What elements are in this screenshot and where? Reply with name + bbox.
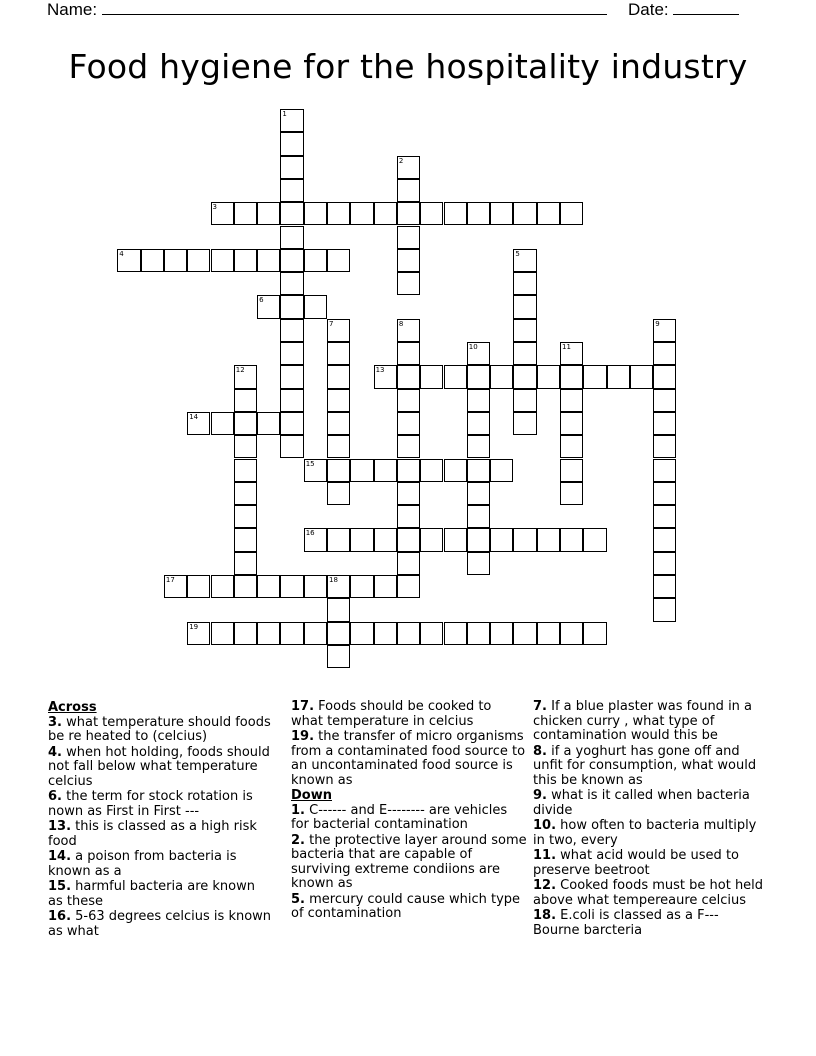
clue-number: 4 [119, 249, 124, 258]
clue-item-text: this is classed as a high risk food [48, 819, 257, 849]
grid-cell[interactable] [327, 342, 350, 365]
grid-cell[interactable] [560, 342, 583, 365]
grid-cell[interactable] [187, 575, 210, 598]
grid-cell[interactable] [397, 389, 420, 412]
grid-cell[interactable] [397, 179, 420, 202]
grid-cell[interactable] [583, 528, 606, 551]
clue-item-number: 17. [291, 699, 315, 714]
grid-cell[interactable] [280, 389, 303, 412]
grid-cell[interactable] [560, 528, 583, 551]
clue-item-text: how often to bacteria multiply in two, every [533, 818, 757, 848]
clue-number: 15 [305, 459, 315, 468]
clue-number: 1 [282, 110, 287, 118]
grid-cell[interactable] [257, 575, 280, 598]
grid-cell[interactable] [234, 505, 257, 528]
grid-cell[interactable] [397, 459, 420, 482]
grid-cell[interactable] [630, 365, 653, 388]
name-field[interactable] [47, 0, 607, 20]
grid-cell[interactable] [397, 342, 420, 365]
grid-cell[interactable] [513, 365, 536, 388]
clue-item [48, 850, 273, 879]
grid-cell[interactable] [560, 435, 583, 458]
grid-cell[interactable] [513, 528, 536, 551]
grid-cell[interactable] [211, 249, 234, 272]
grid-cell[interactable] [304, 622, 327, 645]
clue-item [291, 804, 527, 833]
clue-item [48, 716, 273, 745]
grid-cell[interactable] [304, 249, 327, 272]
grid-cell[interactable] [653, 365, 676, 388]
grid-cell[interactable] [653, 598, 676, 621]
grid-cell[interactable] [444, 622, 467, 645]
grid-cell[interactable] [234, 435, 257, 458]
clue-item [533, 819, 765, 848]
grid-cell[interactable] [304, 528, 327, 551]
grid-cell[interactable] [397, 319, 420, 342]
grid-cell[interactable] [327, 482, 350, 505]
clue-item-number: 5. [291, 891, 305, 907]
clue-item-number: 19. [291, 729, 315, 744]
grid-cell[interactable] [280, 202, 303, 225]
grid-cell[interactable] [397, 412, 420, 435]
grid-cell[interactable] [397, 202, 420, 225]
grid-cell[interactable] [257, 412, 280, 435]
grid-cell[interactable] [280, 249, 303, 272]
grid-cell[interactable] [653, 528, 676, 551]
grid-cell[interactable] [141, 249, 164, 272]
grid-cell[interactable] [374, 202, 397, 225]
clue-item [533, 849, 765, 878]
clue-item-number: 16. [48, 909, 72, 924]
grid-cell[interactable] [490, 365, 513, 388]
grid-cell[interactable] [211, 575, 234, 598]
grid-cell[interactable] [234, 202, 257, 225]
grid-cell[interactable] [280, 226, 303, 249]
grid-cell[interactable] [257, 202, 280, 225]
grid-cell[interactable] [234, 412, 257, 435]
clue-item-number: 15. [48, 879, 72, 894]
clue-item-text: mercury could cause which type of contamination [291, 891, 521, 921]
grid-cell[interactable] [513, 249, 536, 272]
clue-item [533, 909, 765, 938]
clue-item-number: 2. [291, 832, 305, 848]
grid-cell[interactable] [280, 272, 303, 295]
grid-cell[interactable] [234, 365, 257, 388]
clue-number: 8 [398, 319, 404, 328]
grid-cell[interactable] [211, 412, 234, 435]
clue-item-text: If a blue plaster was found in a chicken curry , what type of contamination would this be [533, 699, 753, 743]
clue-item [291, 893, 527, 922]
grid-cell[interactable] [327, 412, 350, 435]
grid-cell[interactable] [257, 295, 280, 318]
grid-cell[interactable] [653, 342, 676, 365]
grid-cell[interactable] [304, 202, 327, 225]
grid-cell[interactable] [234, 622, 257, 645]
clue-item [533, 879, 765, 908]
clue-item-text: when hot holding, foods should not fall below what temperature celcius [48, 744, 270, 789]
grid-cell[interactable] [327, 622, 350, 645]
clue-item-text: C------ and E-------- are vehicles for bacterial contamination [291, 802, 508, 832]
clue-item-number: 12. [533, 878, 557, 893]
across-clue-list-cont [291, 700, 527, 788]
grid-cell[interactable] [327, 319, 350, 342]
date-line [673, 0, 739, 15]
clue-item-number: 7. [533, 699, 547, 714]
clue-item [533, 745, 765, 789]
grid-cell[interactable] [280, 365, 303, 388]
grid-cell[interactable] [420, 202, 443, 225]
grid-cell[interactable] [234, 459, 257, 482]
grid-cell[interactable] [374, 365, 397, 388]
grid-cell[interactable] [374, 622, 397, 645]
clue-number: 3 [212, 203, 217, 212]
grid-cell[interactable] [560, 412, 583, 435]
down-heading: Down [291, 788, 332, 803]
clue-number: 5 [515, 249, 520, 258]
clue-item-text: a poison from bacteria is known as a [48, 849, 237, 879]
date-label: Date: [628, 0, 669, 19]
grid-cell[interactable] [560, 622, 583, 645]
clues-column-2 [291, 700, 527, 923]
grid-cell[interactable] [467, 202, 490, 225]
grid-cell[interactable] [257, 622, 280, 645]
grid-cell[interactable] [164, 575, 187, 598]
grid-cell[interactable] [327, 435, 350, 458]
clue-item [48, 910, 273, 939]
grid-cell[interactable] [513, 622, 536, 645]
clue-number: 18 [329, 576, 338, 584]
grid-cell[interactable] [234, 528, 257, 551]
clue-item [291, 730, 527, 788]
grid-cell[interactable] [304, 575, 327, 598]
grid-cell[interactable] [467, 389, 490, 412]
clue-item-text: E.coli is classed as a F--- Bourne barcteria [533, 908, 719, 938]
grid-cell[interactable] [467, 622, 490, 645]
grid-cell[interactable] [327, 645, 350, 668]
clue-number: 6 [259, 296, 264, 305]
grid-cell[interactable] [397, 528, 420, 551]
grid-cell[interactable] [374, 575, 397, 598]
clue-item-text: the transfer of micro organisms from a contaminated food source to an uncontaminated food source is known as [291, 729, 526, 788]
grid-cell[interactable] [397, 435, 420, 458]
grid-cell[interactable] [560, 389, 583, 412]
down-clue-list [291, 804, 527, 922]
clue-number: 16 [305, 529, 315, 538]
clue-item-text: the term for stock rotation is nown as First in First --- [48, 789, 253, 819]
grid-cell[interactable] [513, 319, 536, 342]
grid-cell[interactable] [280, 109, 303, 132]
grid-cell[interactable] [350, 575, 373, 598]
clue-item-text: 5-63 degrees celcius is known as what [48, 909, 272, 939]
grid-cell[interactable] [583, 365, 606, 388]
grid-cell[interactable] [467, 505, 490, 528]
grid-cell[interactable] [280, 622, 303, 645]
grid-cell[interactable] [327, 459, 350, 482]
clue-item-number: 10. [533, 818, 557, 833]
clue-item-number: 6. [48, 789, 62, 804]
page-title: Food hygiene for the hospitality industry [68, 47, 748, 86]
grid-cell[interactable] [234, 552, 257, 575]
grid-cell[interactable] [280, 575, 303, 598]
grid-cell[interactable] [537, 622, 560, 645]
grid-cell[interactable] [653, 319, 676, 342]
grid-cell[interactable] [467, 459, 490, 482]
grid-cell[interactable] [513, 272, 536, 295]
across-clue-list [48, 716, 273, 940]
grid-cell[interactable] [211, 622, 234, 645]
name-label: Name: [47, 0, 98, 19]
grid-cell[interactable] [467, 482, 490, 505]
grid-cell[interactable] [187, 249, 210, 272]
grid-cell[interactable] [653, 552, 676, 575]
date-field[interactable] [628, 0, 739, 20]
clue-item-text: what is it called when bacteria divide [533, 788, 750, 818]
grid-cell[interactable] [490, 622, 513, 645]
grid-cell[interactable] [513, 202, 536, 225]
clue-item-number: 9. [533, 788, 547, 803]
clue-item-number: 8. [533, 743, 547, 759]
clue-number: 7 [329, 319, 334, 328]
clue-item [533, 789, 765, 818]
grid-cell[interactable] [304, 459, 327, 482]
grid-cell[interactable] [420, 365, 443, 388]
grid-cell[interactable] [583, 622, 606, 645]
grid-cell[interactable] [537, 202, 560, 225]
clue-number: 10 [468, 343, 478, 351]
grid-cell[interactable] [397, 575, 420, 598]
clue-item-text: if a yoghurt has gone off and unfit for consumption, what would this be known as [533, 743, 757, 788]
grid-cell[interactable] [327, 575, 350, 598]
clue-item-number: 4. [48, 744, 62, 760]
grid-cell[interactable] [280, 156, 303, 179]
clue-item-text: Cooked foods must be hot held above what tempereaure celcius [533, 878, 764, 908]
clue-number: 9 [655, 319, 660, 328]
clue-item-text: harmful bacteria are known as these [48, 879, 255, 909]
grid-cell[interactable] [444, 365, 467, 388]
clue-item-number: 11. [533, 848, 557, 863]
grid-cell[interactable] [653, 575, 676, 598]
grid-cell[interactable] [397, 505, 420, 528]
grid-cell[interactable] [467, 528, 490, 551]
grid-cell[interactable] [537, 528, 560, 551]
clue-item-text: the protective layer around some bacteria that are capable of surviving extreme condiions are known as [291, 832, 527, 891]
clue-item [48, 746, 273, 790]
grid-cell[interactable] [467, 552, 490, 575]
grid-cell[interactable] [257, 249, 280, 272]
grid-cell[interactable] [187, 622, 210, 645]
grid-cell[interactable] [490, 459, 513, 482]
clue-number: 2 [398, 156, 404, 165]
grid-cell[interactable] [280, 179, 303, 202]
grid-cell[interactable] [653, 412, 676, 435]
grid-cell[interactable] [280, 412, 303, 435]
clue-number: 19 [189, 622, 199, 631]
grid-cell[interactable] [560, 365, 583, 388]
grid-cell[interactable] [397, 622, 420, 645]
clue-number: 11 [562, 343, 571, 351]
grid-cell[interactable] [164, 249, 187, 272]
grid-cell[interactable] [420, 459, 443, 482]
grid-cell[interactable] [280, 319, 303, 342]
grid-cell[interactable] [490, 528, 513, 551]
grid-cell[interactable] [211, 202, 234, 225]
clue-number: 13 [375, 366, 385, 375]
grid-cell[interactable] [280, 435, 303, 458]
grid-cell[interactable] [350, 202, 373, 225]
clue-item-number: 18. [533, 908, 557, 923]
grid-cell[interactable] [653, 459, 676, 482]
grid-cell[interactable] [513, 342, 536, 365]
grid-cell[interactable] [327, 365, 350, 388]
clue-number: 12 [235, 366, 245, 375]
clue-item [48, 790, 273, 819]
grid-cell[interactable] [397, 156, 420, 179]
grid-cell[interactable] [653, 435, 676, 458]
clue-item-text: what acid would be used to preserve beetroot [533, 848, 739, 878]
grid-cell[interactable] [513, 412, 536, 435]
clue-item-number: 1. [291, 802, 305, 818]
grid-cell[interactable] [327, 528, 350, 551]
clue-item [48, 880, 273, 909]
clue-item [48, 820, 273, 849]
grid-cell[interactable] [397, 226, 420, 249]
grid-cell[interactable] [653, 389, 676, 412]
grid-cell[interactable] [513, 389, 536, 412]
grid-cell[interactable] [350, 622, 373, 645]
grid-cell[interactable] [234, 249, 257, 272]
grid-cell[interactable] [397, 272, 420, 295]
grid-cell[interactable] [234, 389, 257, 412]
grid-cell[interactable] [513, 295, 536, 318]
grid-cell[interactable] [467, 365, 490, 388]
across-heading: Across [48, 700, 97, 715]
grid-cell[interactable] [560, 459, 583, 482]
grid-cell[interactable] [327, 389, 350, 412]
grid-cell[interactable] [560, 482, 583, 505]
grid-cell[interactable] [234, 575, 257, 598]
grid-cell[interactable] [350, 528, 373, 551]
down-clue-list-cont [533, 700, 765, 938]
grid-cell[interactable] [234, 482, 257, 505]
grid-cell[interactable] [327, 598, 350, 621]
grid-cell[interactable] [467, 412, 490, 435]
grid-cell[interactable] [444, 528, 467, 551]
grid-cell[interactable] [490, 202, 513, 225]
grid-cell[interactable] [467, 435, 490, 458]
grid-cell[interactable] [280, 132, 303, 155]
grid-cell[interactable] [607, 365, 630, 388]
grid-cell[interactable] [397, 249, 420, 272]
grid-cell[interactable] [397, 482, 420, 505]
grid-cell[interactable] [327, 202, 350, 225]
grid-cell[interactable] [444, 202, 467, 225]
grid-cell[interactable] [187, 412, 210, 435]
clue-number: 17 [165, 576, 175, 584]
grid-cell[interactable] [280, 342, 303, 365]
grid-cell[interactable] [444, 459, 467, 482]
grid-cell[interactable] [653, 482, 676, 505]
grid-cell[interactable] [304, 295, 327, 318]
name-line [102, 0, 607, 15]
grid-cell[interactable] [327, 249, 350, 272]
grid-cell[interactable] [653, 505, 676, 528]
grid-cell[interactable] [117, 249, 140, 272]
grid-cell[interactable] [467, 342, 490, 365]
clue-item-number: 3. [48, 714, 62, 730]
grid-cell[interactable] [420, 528, 443, 551]
grid-cell[interactable] [374, 459, 397, 482]
clue-item [291, 700, 527, 729]
grid-cell[interactable] [397, 552, 420, 575]
clue-item-number: 13. [48, 819, 72, 834]
grid-cell[interactable] [374, 528, 397, 551]
grid-cell[interactable] [537, 365, 560, 388]
grid-cell[interactable] [560, 202, 583, 225]
grid-cell[interactable] [280, 295, 303, 318]
grid-cell[interactable] [350, 459, 373, 482]
clues-column-1 [48, 700, 273, 940]
clue-item-text: what temperature should foods be re heated to (celcius) [48, 714, 271, 744]
clue-item [291, 834, 527, 892]
clue-item-number: 14. [48, 849, 72, 864]
clues-column-3 [533, 700, 765, 939]
grid-cell[interactable] [397, 365, 420, 388]
clue-number: 14 [189, 412, 199, 421]
grid-cell[interactable] [420, 622, 443, 645]
clue-item-text: Foods should be cooked to what temperature in celcius [291, 699, 492, 729]
clue-item [533, 700, 765, 744]
